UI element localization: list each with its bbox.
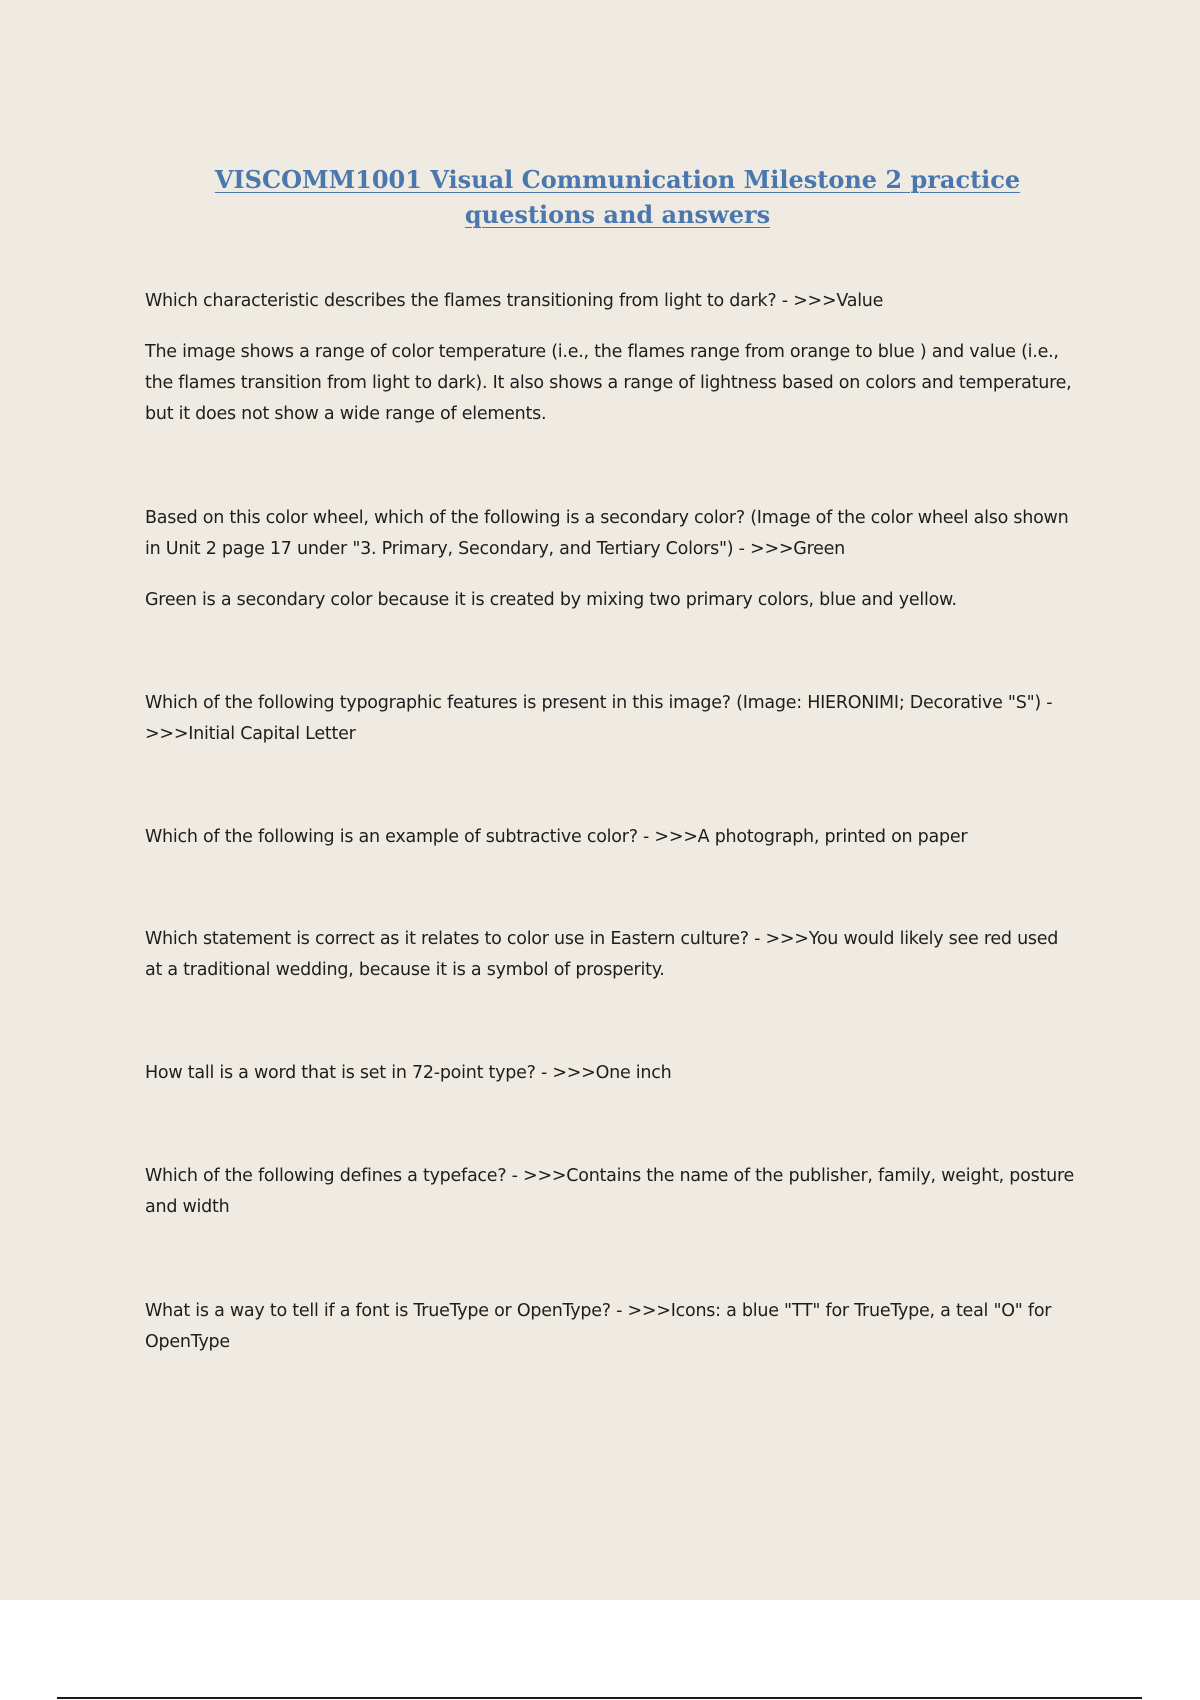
- document-title[interactable]: VISCOMM1001 Visual Communication Milestone 2 practice questions and answers: [214, 165, 1021, 229]
- question-secondary-color: Based on this color wheel, which of the following is a secondary color? (Image of the color wheel also shown in Unit 2 page 17 under "3. Primary, Secondary, and Tertiary Colors") - >>>Green: [145, 508, 1069, 559]
- question-eastern-culture: Which statement is correct as it relates to color use in Eastern culture? - >>>You would likely see red used at a traditional wedding, because it is a symbol of prosperity.: [145, 929, 1059, 980]
- explanation-flames: The image shows a range of color temperature (i.e., the flames range from orange to blue ) and value (i.e., the flames transition from light to dark). It also shows a range of lightness based on colors and temperature, but it does not show a wide range of elements.: [145, 342, 1072, 424]
- question-flames-value: Which characteristic describes the flames transitioning from light to dark? - >>>Value: [145, 291, 884, 311]
- question-subtractive-color: Which of the following is an example of subtractive color? - >>>A photograph, printed on paper: [145, 827, 968, 847]
- footer-divider: [57, 1697, 1142, 1699]
- explanation-green: Green is a secondary color because it is created by mixing two primary colors, blue and yellow.: [145, 590, 957, 610]
- question-typeface: Which of the following defines a typeface? - >>>Contains the name of the publisher, family, weight, posture and width: [145, 1166, 1075, 1217]
- question-truetype-opentype: What is a way to tell if a font is TrueType or OpenType? - >>>Icons: a blue "TT" for TrueType, a teal "O" for OpenType: [145, 1301, 1052, 1352]
- question-72-point-type: How tall is a word that is set in 72-point type? - >>>One inch: [145, 1063, 672, 1083]
- question-typographic-feature: Which of the following typographic features is present in this image? (Image: HIERONIMI; Decorative "S") - >>>Initial Capital Letter: [145, 693, 1053, 744]
